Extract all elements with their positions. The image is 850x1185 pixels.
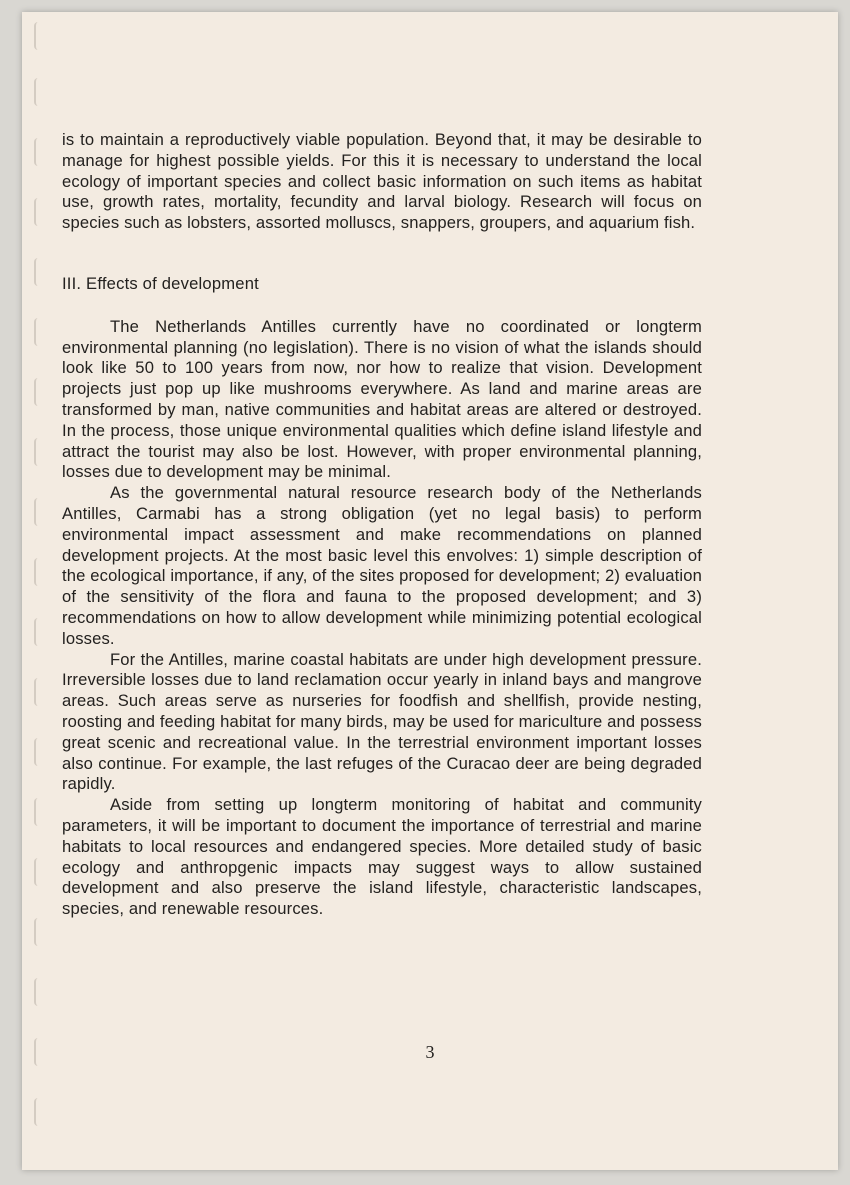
paragraph-planning: The Netherlands Antilles currently have no coordinated or longterm environmental planning (no legislation). There is no vision of what the islands should look like 50 to 100 years from now, nor how to realize that vision. Development projects just pop up like mushrooms everywhere. As land and marine areas are transformed by man, native communities and habitat areas are altered or destroyed. In the process, those unique environmental qualities which define island lifestyle and attract the tourist may also be lost. However, with proper environmental planning, losses due to development may be minimal.: [62, 316, 702, 482]
intro-paragraph: is to maintain a reproductively viable population. Beyond that, it may be desirable to manage for highest possible yields. For this it is necessary to understand the local ecology of important species and collect basic information on such items as habitat use, growth rates, mortality, fecundity and larval biology. Research will focus on species such as lobsters, assorted molluscs, snappers, groupers, and aquarium fish.: [62, 130, 702, 233]
paragraph-coastal-habitats: For the Antilles, marine coastal habitats are under high development pressure. Irreversible losses due to land reclamation occur yearly in inland bays and mangrove areas. Such areas serve as nurseries for foodfish and shellfish, provide nesting, roosting and feeding habitat for many birds, may be used for mariculture and possess great scenic and recreational value. In the terrestrial environment important losses also continue. For example, the last refuges of the Curacao deer are being degraded rapidly.: [62, 649, 702, 794]
page-number: 3: [425, 1042, 435, 1062]
paragraph-monitoring: Aside from setting up longterm monitoring of habitat and community parameters, it will be important to document the importance of terrestrial and marine habitats to local resources and endangered species. More detailed study of basic ecology and anthropgenic impacts may suggest ways to allow sustained development and also preserve the island lifestyle, characteristic landscapes, species, and renewable resources.: [62, 795, 702, 919]
section-heading: III. Effects of development: [62, 273, 259, 293]
document-page: [22, 12, 838, 1170]
paragraph-carmabi: As the governmental natural resource research body of the Netherlands Antilles, Carmabi has a strong obligation (yet no legal basis) to perform environmental impact assessment and make recommendations on planned development projects. At the most basic level this envolves: 1) simple description of the ecological importance, if any, of the sites proposed for development; 2) evaluation of the sensitivity of the flora and fauna to the proposed development; and 3) recommendations on how to allow development while minimizing potential ecological losses.: [62, 483, 702, 648]
document-body: [62, 130, 702, 920]
spiral-binding: [32, 12, 52, 1170]
